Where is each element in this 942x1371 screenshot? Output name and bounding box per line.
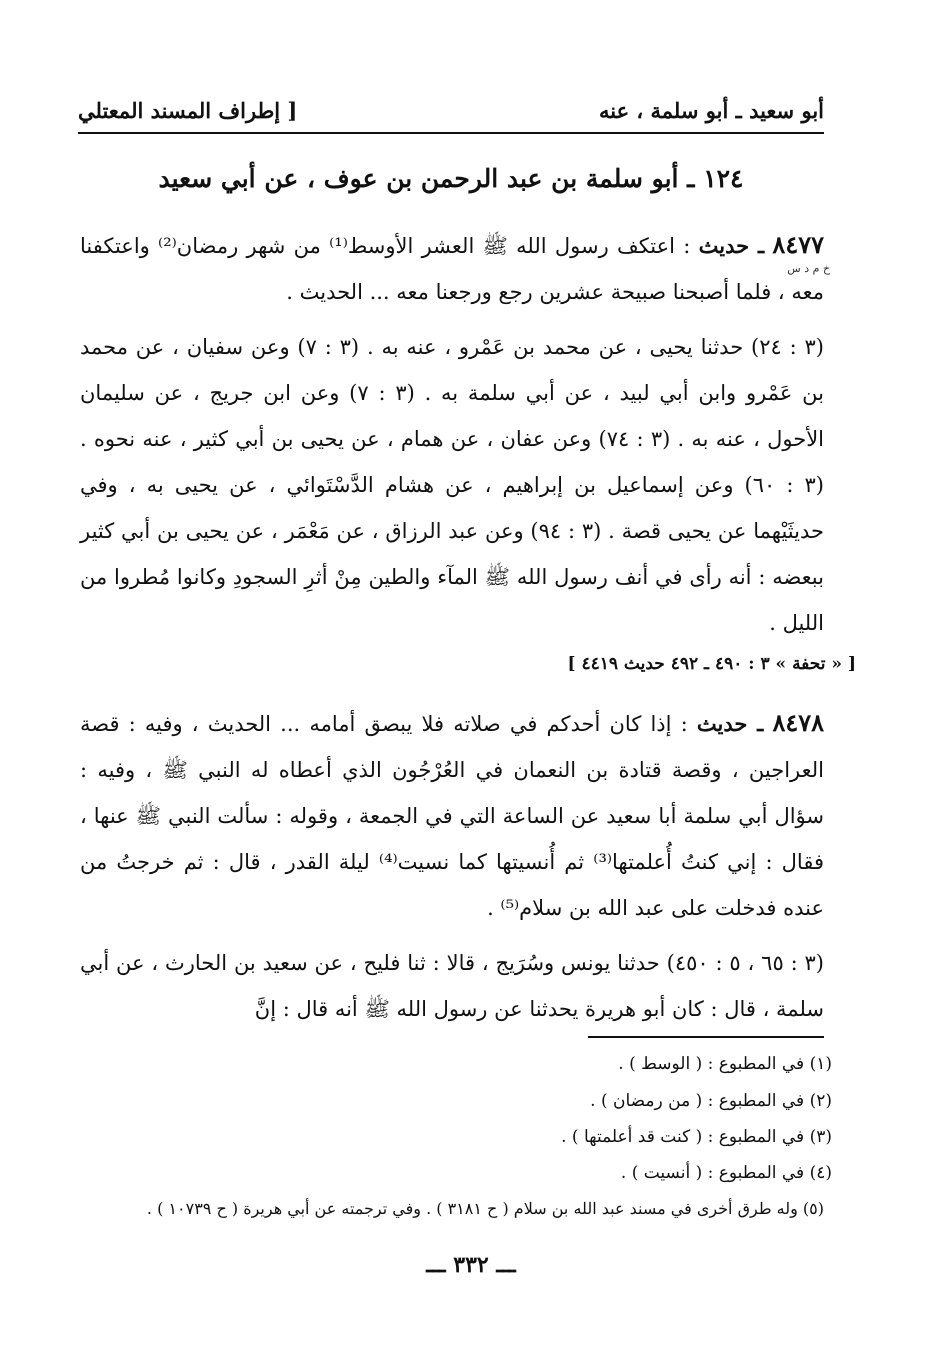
footnote-3: (٣) في المطبوع : ( كنت قد أعلمتها ) .: [561, 1127, 832, 1147]
tuhfa-reference: [ « تحفة » ٣ : ٤٩٠ ـ ٤٩٢ حديث ٤٤١٩ ]: [567, 654, 856, 674]
footnote-2: (٢) في المطبوع : ( من رمضان ) .: [590, 1091, 832, 1111]
hadith-sigla: خ م د س: [787, 262, 830, 275]
hadith-number: ٨٤٧٧: [772, 230, 824, 259]
hadith-text: : إذا كان أحدكم في صلاته فلا يبصق أمامه ... الحديث ، وفيه : قصة العراجين ، وقصة قتادة بن النعمان في العُرْجُون الذي أعطاه له النبي ﷺ ، وفيه : سؤال أبي سلمة أبا سعيد عن الساعة التي في الجمعة ، وقوله : سألت النبي ﷺ عنها ، فقال : إني كنتُ أُعلمتها⁽³⁾ ثم أُنسيتها كما نسيت⁽⁴⁾ ليلة القدر ، قال : ثم خرجتُ من عنده فدخلت على عبد الله بن سلام⁽⁵⁾ .: [80, 712, 824, 920]
running-header: [78, 92, 824, 134]
header-left: [ إطراف المسند المعتلي: [78, 98, 298, 123]
isnad-block-2: (٣ : ٦٥ ، ٥ : ٤٥٠) حدثنا يونس وسُرَيج ، قالا : ثنا فليح ، عن سعيد بن الحارث ، عن أبي سلمة ، قال : كان أبو هريرة يحدثنا عن رسول الله ﷺ أنه قال : إنَّ: [80, 951, 824, 1021]
header-right: أبو سعيد ـ أبو سلمة ، عنه: [598, 98, 824, 123]
footnote-1: (١) في المطبوع : ( الوسط ) .: [618, 1054, 832, 1074]
page-number: ـــ ٣٣٢ ـــ: [426, 1252, 516, 1278]
hadith-number: ٨٤٧٨: [772, 708, 824, 737]
footnote-5: (٥) وله طرق أخرى في مسند عبد الله بن سلام ( ح ٣١٨١ ) . وفي ترجمته عن أبي هريرة ( ح ١٠٧٣٩ ) .: [146, 1199, 824, 1218]
isnad-block-1: (٣ : ٢٤) حدثنا يحيى ، عن محمد بن عَمْرو ، عنه به . (٣ : ٧) وعن سفيان ، عن محمد بن عَمْرو وابن أبي لبيد ، عن أبي سلمة به . (٣ : ٧) وعن ابن جريج ، عن سليمان الأحول ، عنه به . (٣ : ٧٤) وعن عفان ، عن همام ، عن يحيى بن أبي كثير ، عنه نحوه . (٣ : ٦٠) وعن إسماعيل بن إبراهيم ، عن هشام الدَّسْتَوائي ، عن يحيى به ، وفي حديثَيْهما عن يحيى قصة . (٣ : ٩٤) وعن عبد الرزاق ، عن مَعْمَر ، عن يحيى بن أبي كثير ببعضه : أنه رأى في أنف رسول الله ﷺ المآء والطين مِنْ أثرِ السجودِ وكانوا مُطروا من الليل .: [80, 335, 825, 635]
hadith-8478: [80, 700, 824, 931]
footnote-4: (٤) في المطبوع : ( أنسيت ) .: [620, 1163, 832, 1183]
section-title: ١٢٤ ـ أبو سلمة بن عبد الرحمن بن عوف ، عن أبي سعيد: [158, 164, 744, 193]
hadith-8477: [80, 222, 824, 315]
hadith-text: : اعتكف رسول الله ﷺ العشر الأوسط⁽¹⁾ من شهر رمضان⁽²⁾ واعتكفنا معه ، فلما أصبحنا صبيحة عشرين رجع ورجعنا معه ... الحديث .: [80, 234, 824, 304]
hadith-label: ـ حديث: [696, 711, 764, 736]
hadith-label: ـ حديث: [698, 233, 765, 258]
footnote-rule: [588, 1036, 824, 1038]
